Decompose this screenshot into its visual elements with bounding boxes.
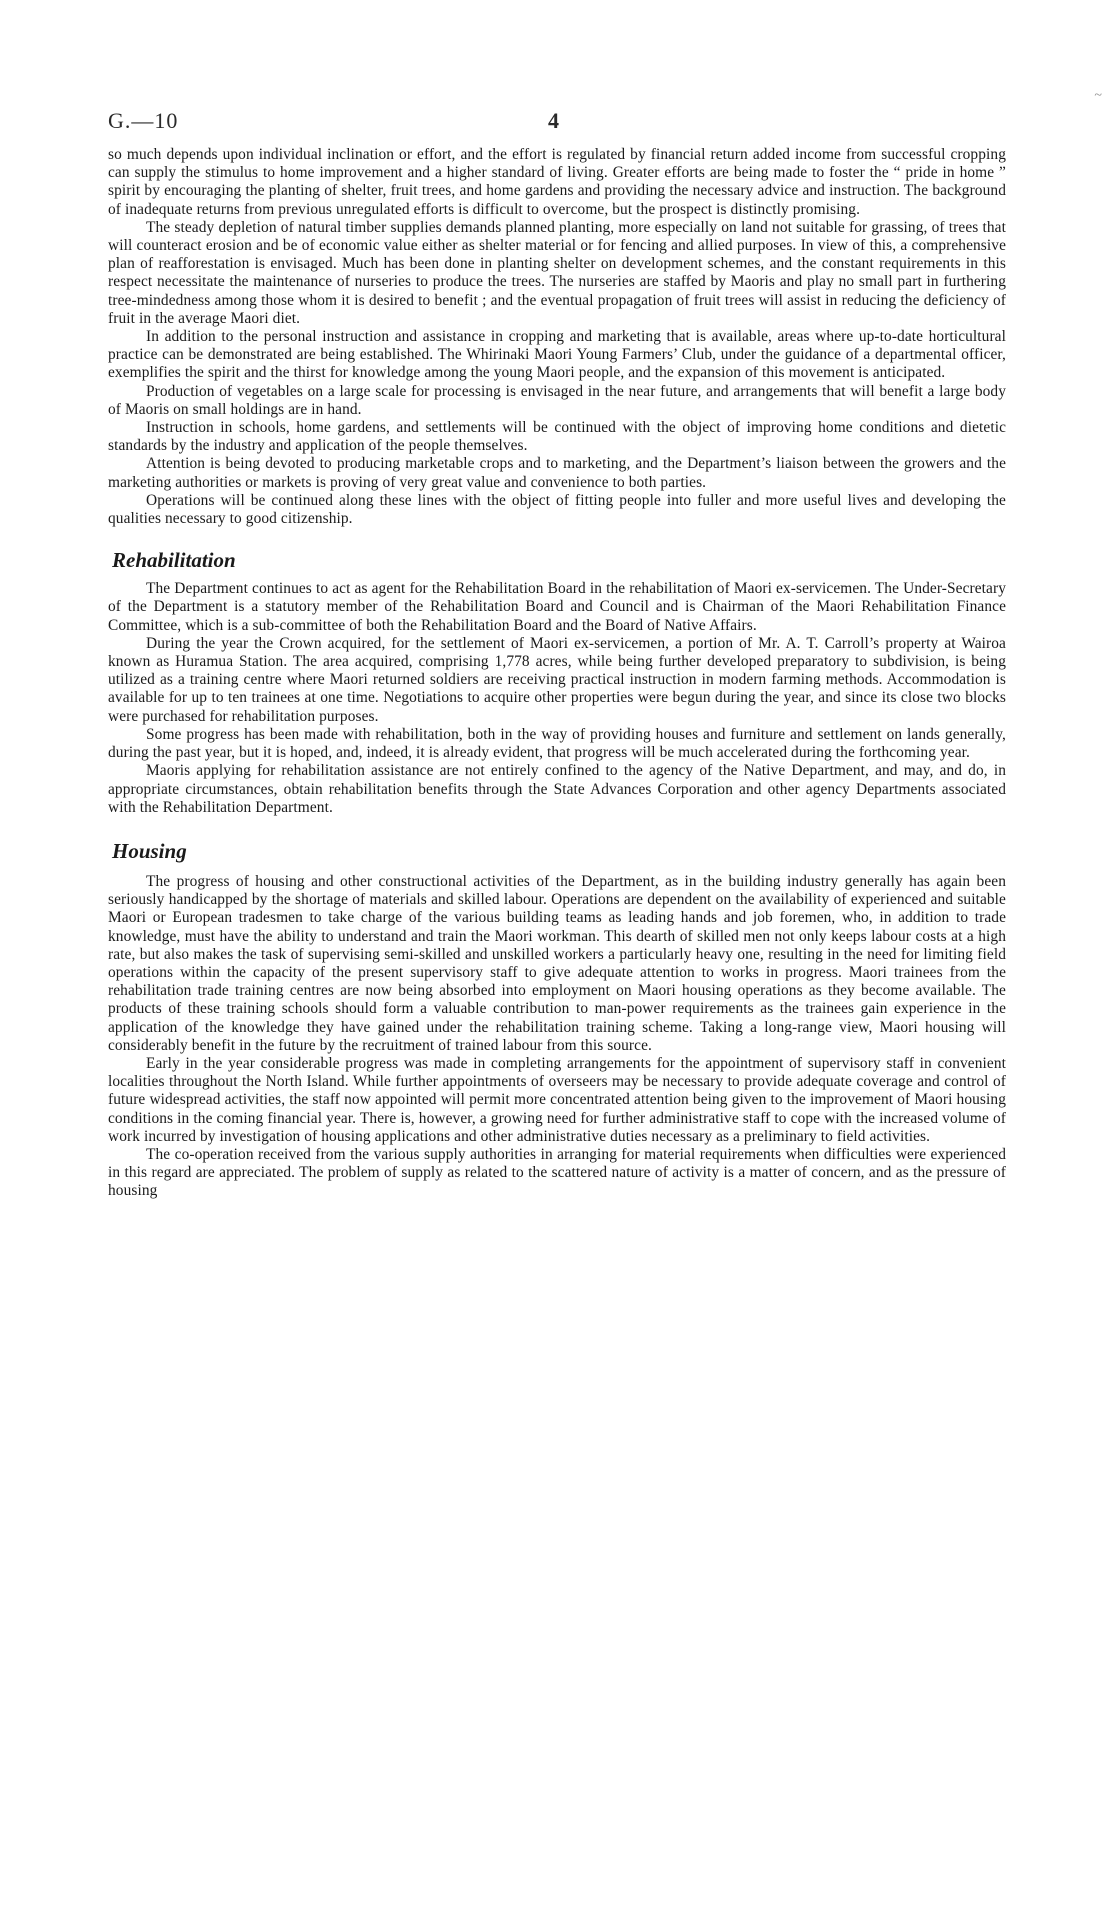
paragraph: The Department continues to act as agent for the Rehabilitation Board in the rehabilitation of Maori ex-servicemen. The Under-Secretary of the Department is a statutory member of the Rehabilitation Board and Council and is Chairman of the Maori Rehabilitation Finance Committee, which is a sub-committee of both the Rehabilitation Board and the Board of Native Affairs.	[108, 580, 1006, 634]
paragraph: Instruction in schools, home gardens, and settlements will be continued with the object of improving home conditions and dietetic standards by the industry and application of the people themselves.	[108, 419, 1006, 455]
body-text	[108, 146, 1006, 1201]
paragraph: Some progress has been made with rehabilitation, both in the way of providing houses and furniture and settlement on lands generally, during the past year, but it is hoped, and, indeed, it is already evident, that progress will be much accelerated during the forthcoming year.	[108, 725, 1006, 762]
paragraph: Maoris applying for rehabilitation assistance are not entirely confined to the agency of the Native Department, and may, and do, in appropriate circumstances, obtain rehabilitation benefits through the State Advances Corporation and other agency Departments associated with the Rehabilitation Department.	[108, 762, 1006, 816]
paragraph: The co-operation received from the various supply authorities in arranging for material requirements when difficulties were experienced in this regard are appreciated. The problem of supply as related to the scattered nature of activity is a matter of concern, and as the pressure of housing	[108, 1145, 1006, 1200]
paragraph: The steady depletion of natural timber supplies demands planned planting, more especially on land not suitable for grassing, of trees that will counteract erosion and be of economic value either as shelter material or for fencing and allied purposes. In view of this, a comprehensive plan of reafforestation is envisaged. Much has been done in planting shelter on development schemes, and the constant requirements in this respect necessitate the maintenance of nurseries to produce the trees. The nurseries are staffed by Maoris and play no small part in furthering tree-mindedness among those whom it is desired to benefit ; and the eventual propagation of fruit trees will assist in reducing the deficiency of fruit in the average Maori diet.	[108, 218, 1006, 327]
paragraph: so much depends upon individual inclination or effort, and the effort is regulated by financial return added income from successful cropping can supply the stimulus to home improvement and a higher standard of living. Greater efforts are being made to foster the “ pride in home ” spirit by encouraging the planting of shelter, fruit trees, and home gardens and providing the necessary advice and instruction. The background of inadequate returns from previous unregulated efforts is difficult to overcome, but the prospect is distinctly promising.	[108, 146, 1006, 218]
paragraph: Operations will be continued along these lines with the object of fitting people into fuller and more useful lives and developing the qualities necessary to good citizenship.	[108, 491, 1006, 528]
section-heading-housing: Housing	[112, 838, 187, 863]
section-heading-rehabilitation: Rehabilitation	[112, 548, 236, 573]
paragraph: In addition to the personal instruction and assistance in cropping and marketing that is available, areas where up-to-date horticultural practice can be demonstrated are being established. The Whirinaki Maori Young Farmers’ Club, under the guidance of a departmental officer, exemplifies the spirit and the thirst for knowledge among the young Maori people, and the expansion of this movement is anticipated.	[108, 328, 1006, 382]
paragraph: Production of vegetables on a large scale for processing is envisaged in the near future, and arrangements that will benefit a large body of Maoris on small holdings are in hand.	[108, 382, 1006, 418]
paragraph: Early in the year considerable progress was made in completing arrangements for the appointment of supervisory staff in convenient localities throughout the North Island. While further appointments of overseers may be necessary to provide adequate coverage and control of future widespread activities, the staff now appointed will permit more concentrated attention being given to the improvement of Maori housing conditions in the coming financial year. There is, however, a growing need for further administrative staff to cope with the increased volume of work incurred by investigation of housing applications and other administrative duties necessary as a preliminary to field activities.	[108, 1054, 1006, 1145]
page-reference: G.—10	[108, 108, 179, 133]
paragraph: During the year the Crown acquired, for the settlement of Maori ex-servicemen, a portion of Mr. A. T. Carroll’s property at Wairoa known as Huramua Station. The area acquired, comprising 1,778 acres, while being further developed preparatory to subdivision, is being utilized as a training centre where Maori returned soldiers are receiving practical instruction in modern farming methods. Accommodation is available for up to ten trainees at one time. Negotiations to acquire other properties were begun during the year, and since its close two blocks were purchased for rehabilitation purposes.	[108, 634, 1006, 725]
page-number: 4	[548, 108, 559, 133]
corner-mark: ~	[1094, 88, 1102, 103]
page-header	[108, 108, 1006, 136]
paragraph: Attention is being devoted to producing marketable crops and to marketing, and the Department’s liaison between the growers and the marketing authorities or markets is proving of very great value and convenience to both parties.	[108, 455, 1006, 491]
paragraph: The progress of housing and other constructional activities of the Department, as in the building industry generally has again been seriously handicapped by the shortage of materials and skilled labour. Operations are dependent on the availability of experienced and suitable Maori or European tradesmen to take charge of the various building teams as leading hands and job foremen, who, in addition to trade knowledge, must have the ability to understand and train the Maori workman. This dearth of skilled men not only keeps labour costs at a high rate, but also makes the task of supervising semi-skilled and unskilled workers a particularly heavy one, resulting in the need for limiting field operations within the capacity of the present supervisory staff to give adequate attention to works in progress. Maori trainees from the rehabilitation trade training centres are now being absorbed into employment on Maori housing operations as they become available. The products of these training schools should form a valuable contribution to man-power requirements as the trainees gain experience in the application of the knowledge they have gained under the rehabilitation training scheme. Taking a long-range view, Maori housing will considerably benefit in the future by the recruitment of trained labour from this source.	[108, 872, 1006, 1054]
